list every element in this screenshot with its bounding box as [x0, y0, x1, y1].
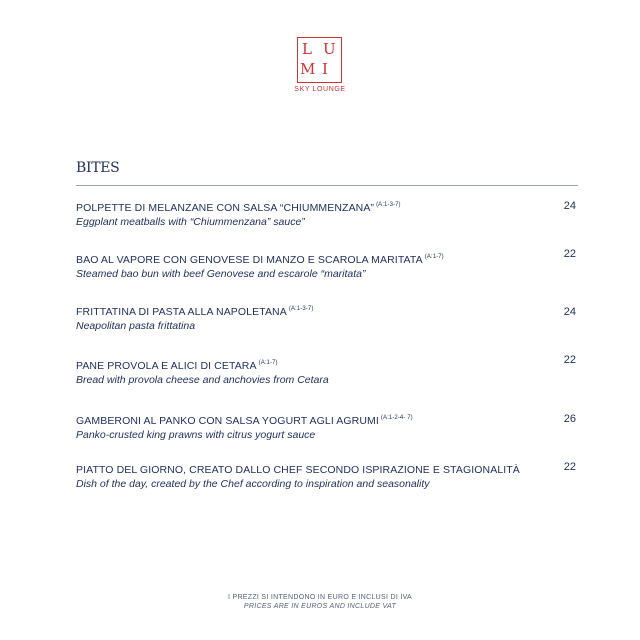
item-description: Dish of the day, created by the Chef according to inspiration and seasonality — [76, 478, 430, 490]
item-allergens: (A:1-3-7) — [288, 306, 314, 312]
menu-item — [76, 354, 576, 387]
item-allergens: (A:1-7) — [424, 254, 444, 260]
item-allergens: (A:1-3-7) — [376, 202, 401, 208]
item-price: 24 — [563, 306, 576, 318]
item-name: PIATTO DEL GIORNO, CREATO DALLO CHEF SECONDO ISPIRAZIONE E STAGIONALITÀ — [76, 464, 520, 476]
item-name: BAO AL VAPORE CON GENOVESE DI MANZO E SCAROLA MARITATA — [76, 254, 423, 266]
item-description: Steamed bao bun with beef Genovese and escarole “maritata” — [76, 268, 366, 280]
item-price: 22 — [563, 461, 576, 473]
logo-letter: U — [323, 40, 336, 58]
item-description: Bread with provola cheese and anchovies from Cetara — [76, 374, 329, 386]
item-name: FRITTATINA DI PASTA ALLA NAPOLETANA — [76, 306, 287, 318]
lumi-logo — [297, 37, 342, 83]
logo-subtitle: SKY LOUNGE — [294, 86, 346, 93]
footer-note-italian: I PREZZI SI INTENDONO IN EURO E INCLUSI DI IVA — [227, 594, 413, 601]
footer-note-english: PRICES ARE IN EUROS AND INCLUDE VAT — [243, 603, 397, 610]
menu-item — [76, 303, 576, 333]
item-price: 26 — [563, 413, 576, 425]
section-divider — [76, 185, 578, 186]
menu-item — [76, 248, 576, 281]
logo-letter: I — [322, 60, 328, 78]
item-price: 24 — [563, 200, 576, 212]
menu-item — [76, 412, 576, 442]
item-allergens: (A:1-2-4- 7) — [380, 415, 413, 421]
menu-item — [76, 199, 576, 229]
menu-item — [76, 461, 576, 491]
item-name: POLPETTE DI MELANZANE CON SALSA “CHIUMMENZANA” — [76, 202, 375, 214]
item-name: PANE PROVOLA E ALICI DI CETARA — [76, 360, 257, 372]
logo-letter: L — [302, 40, 312, 58]
item-description: Neapolitan pasta frittatina — [76, 320, 196, 332]
item-name: GAMBERONI AL PANKO CON SALSA YOGURT AGLI AGRUMI — [76, 415, 379, 427]
section-title: BITES — [76, 160, 120, 176]
item-description: Panko-crusted king prawns with citrus yogurt sauce — [76, 429, 316, 441]
logo-letter: M — [300, 60, 316, 78]
item-description: Eggplant meatballs with “Chiummenzana” sauce” — [76, 216, 305, 228]
item-price: 22 — [563, 248, 576, 260]
item-price: 22 — [563, 354, 576, 366]
item-allergens: (A:1-7) — [258, 360, 278, 366]
